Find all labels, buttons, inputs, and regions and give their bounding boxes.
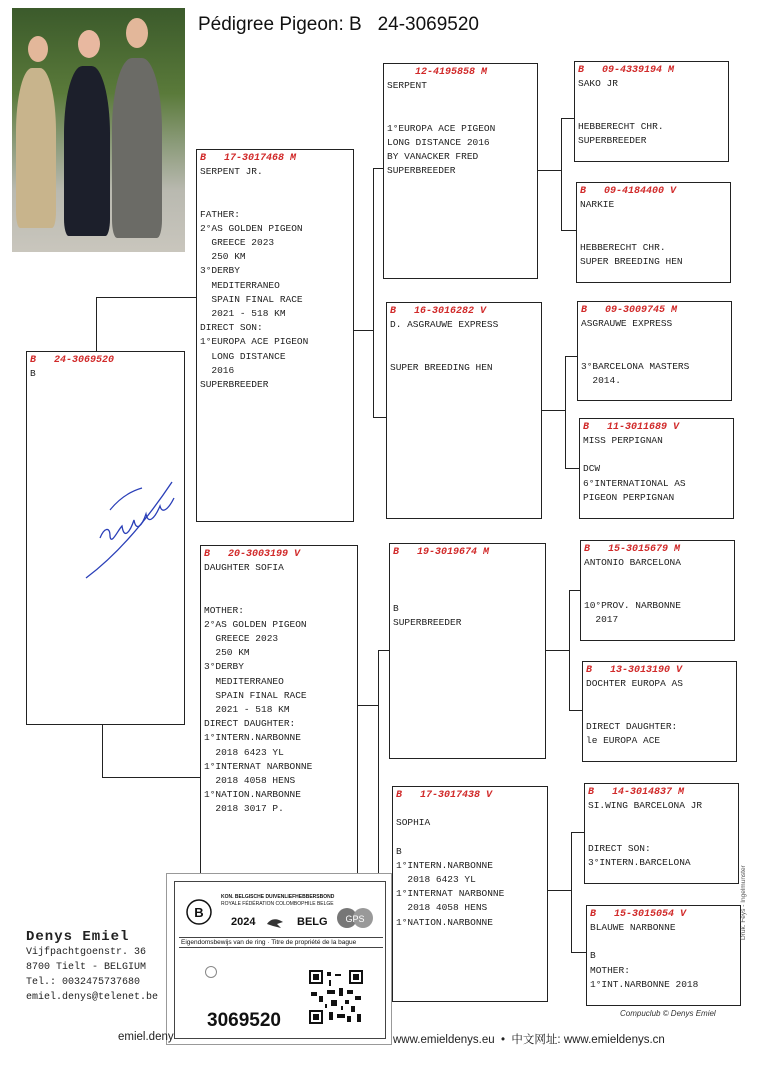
card-line: MISS PERPIGNAN [583,435,663,446]
card-line [584,584,731,598]
card-line [396,830,544,844]
card-line [586,705,733,719]
card-line: D. ASGRAUWE EXPRESS [390,319,499,330]
punch-hole [205,966,217,978]
breeder-name: Denys Emiel [26,929,130,945]
card-line: le EUROPA ACE [586,734,661,746]
card-line: 3°DERBY [200,265,240,277]
card-line: SUPER BREEDING HEN [390,361,493,373]
ggp-ffm-ring: B 09-4184400 V [580,186,677,197]
card-line [390,332,538,346]
card-line [588,813,735,827]
card-line: 1°INT.NARBONNE 2018 [590,978,699,990]
card-line [584,570,731,584]
card-line: 10°PROV. NARBONNE [584,599,681,611]
card-line: 2021 - 518 KM [204,704,290,715]
card-line: HEBBERECHT CHR. [580,241,666,253]
card-line: 2°AS GOLDEN PIGEON [200,222,303,234]
card-line: B [590,950,596,962]
footer-right-url: www.emieldenys.eu • 中文网址: www.emieldenys.cn [393,1034,665,1046]
card-line: MOTHER: [590,964,630,976]
mother-ring: B 20-3003199 V [204,549,301,560]
card-line: GREECE 2023 [200,236,275,248]
card-line: 2018 4058 HENS [396,902,488,914]
federation-logo-icon [185,896,213,930]
card-line: SPAIN FINAL RACE [200,293,303,305]
card-line: DAUGHTER SOFIA [204,562,284,573]
card-line: SUPER BREEDING HEN [580,255,683,267]
breeder-city: 8700 Tielt - BELGIUM [26,962,147,973]
maternal-grandmother-card [392,786,548,1002]
pigeon-icon [265,916,285,930]
card-line: SUPERBREEDER [578,134,647,146]
card-line [204,575,354,589]
maternal-grandfather-ring: B 19-3019674 M [393,547,490,558]
breeder-photo [12,8,185,252]
gps-logo-icon [335,904,375,932]
card-line: DCW [583,463,601,475]
sticker-year: 2024 [231,916,256,928]
card-line: FATHER: [200,208,240,220]
father-card [196,149,354,522]
card-line: 2°AS GOLDEN PIGEON [204,618,307,630]
card-line [578,91,725,105]
card-line: LONG DISTANCE 2016 [387,136,490,148]
federation-name-nl: KON. BELGISCHE DUIVENLIEFHEBBERSBOND [221,894,335,900]
card-line [204,589,354,603]
card-line [387,93,534,107]
card-line: 2017 [584,613,619,625]
card-line: 1°NATION.NARBONNE [396,916,493,928]
card-line: DIRECT SON: [200,322,263,334]
card-line: 250 KM [204,647,250,659]
card-line: SPAIN FINAL RACE [204,689,307,701]
card-line: DIRECT DAUGHTER: [204,718,296,730]
card-line [588,827,735,841]
ggp-mmf-ring: B 14-3014837 M [588,787,685,798]
card-line: 2016 [200,364,235,376]
ggp-mfm-ring: B 13-3013190 V [586,665,683,676]
card-line: 1°INTERN.NARBONNE [204,732,301,744]
ggp-mfm-card [582,661,737,762]
card-line: 1°NATION.NARBONNE [204,789,301,801]
card-line [393,587,542,601]
card-line: ASGRAUWE EXPRESS [581,318,673,329]
card-line: 6°INTERNATIONAL AS [583,477,686,489]
ggp-fmf-ring: B 09-3009745 M [581,305,678,316]
ggp-mff-ring: B 15-3015679 M [584,544,681,555]
card-line: 3°DERBY [204,661,244,673]
card-line [390,346,538,360]
card-line: 2021 - 518 KM [200,308,286,319]
card-line: HEBBERECHT CHR. [578,120,664,132]
card-line: MOTHER: [204,604,244,616]
ownership-sticker [166,873,392,1045]
subject-ring: B 24-3069520 [30,355,115,366]
card-line: ANTONIO BARCELONA [584,557,681,568]
handwritten-signature [80,470,180,590]
card-line: DIRECT DAUGHTER: [586,720,678,732]
card-line: 3°BARCELONA MASTERS [581,360,690,372]
card-line [580,226,727,240]
card-line [586,691,733,705]
compuclub-credit: Compuclub © Denys Emiel [620,1009,716,1018]
father-ring: B 17-3017468 M [200,153,297,164]
card-line: B [393,602,399,614]
card-line: 1°INTERNAT NARBONNE [204,760,313,772]
ggp-fmf-card [577,301,732,401]
maternal-grandmother-ring: B 17-3017438 V [396,790,493,801]
card-line [583,448,730,462]
card-line: MEDITERRANEO [200,279,280,291]
paternal-grandmother-ring: B 16-3016282 V [390,306,487,317]
ggp-fff-card [574,61,729,162]
page-title: Pédigree Pigeon: B 24-3069520 [198,14,479,35]
card-line [200,179,350,193]
ggp-ffm-card [576,182,731,283]
card-line: 2018 6423 YL [396,873,476,885]
card-line [581,331,728,345]
card-line: 1°EUROPA ACE PIGEON [387,122,496,134]
card-line [387,107,534,121]
card-line: 2014. [581,374,621,386]
ggp-mmf-card [584,783,739,884]
federation-name-fr: ROYALE FÉDÉRATION COLOMBOPHILE BELGE [221,901,334,907]
card-line: 1°INTERN.NARBONNE [396,859,493,871]
card-line: SOPHIA [396,817,431,829]
card-line [578,105,725,119]
paternal-grandmother-card [386,302,542,519]
breeder-street: Vijfpachtgoenstr. 36 [26,947,147,958]
sticker-caption: Eigendomsbewijs van de ring · Titre de propriété de la bague [179,937,383,948]
card-line: BY VANACKER FRED [387,150,479,162]
svg-text:B: B [194,905,204,920]
card-line: GREECE 2023 [204,632,279,644]
ggp-fmm-ring: B 11-3011689 V [583,422,680,433]
card-line: LONG DISTANCE [200,350,286,362]
card-line: DIRECT SON: [588,842,651,854]
mother-card [200,545,358,885]
ggp-fmm-card [579,418,734,519]
printer-credit: Druk. Feys - Ingelmunster [740,865,747,940]
paternal-grandfather-card [383,63,538,279]
card-line: NARKIE [580,199,615,210]
breeder-address [26,930,158,1005]
card-line: SERPENT [387,80,427,91]
ring-number: 3069520 [207,1010,281,1031]
card-line [580,212,727,226]
card-line [396,802,544,816]
footer-left-url: emiel.deny [118,1031,174,1043]
maternal-grandfather-card [389,543,546,759]
paternal-grandfather-ring: 12-4195858 M [415,67,488,78]
card-line [200,193,350,207]
card-line: SUPERBREEDER [393,616,462,628]
card-line: MEDITERRANEO [204,675,284,687]
card-line [393,573,542,587]
svg-text:GPS: GPS [345,914,365,924]
card-line: SI.WING BARCELONA JR [588,800,703,811]
card-line: SERPENT JR. [200,166,263,177]
card-line: B [396,845,402,857]
card-line [590,935,737,949]
card-line [581,345,728,359]
card-line: 2018 6423 YL [204,746,284,758]
card-line [393,559,542,573]
card-line: 250 KM [200,251,246,263]
breeder-tel: Tel.: 0032475737680 [26,977,141,988]
ggp-mmm-ring: B 15-3015054 V [590,909,687,920]
breeder-email: emiel.denys@telenet.be [26,992,159,1003]
card-line: 2018 4058 HENS [204,775,296,787]
card-line: BLAUWE NARBONNE [590,922,676,933]
sticker-country: BELG [297,916,328,928]
card-line: DOCHTER EUROPA AS [586,678,683,689]
qr-code-icon [307,968,365,1026]
ggp-mmm-card [586,905,741,1006]
card-line: SUPERBREEDER [200,379,269,391]
ggp-mff-card [580,540,735,641]
card-line: 1°INTERNAT NARBONNE [396,888,505,900]
card-line: B [30,368,36,379]
card-line: SAKO JR [578,78,618,89]
card-line: 3°INTERN.BARCELONA [588,856,691,868]
ggp-fff-ring: B 09-4339194 M [578,65,675,76]
card-line: PIGEON PERPIGNAN [583,491,675,503]
card-line: 1°EUROPA ACE PIGEON [200,336,309,348]
card-line: SUPERBREEDER [387,165,456,177]
card-line: 2018 3017 P. [204,803,284,815]
